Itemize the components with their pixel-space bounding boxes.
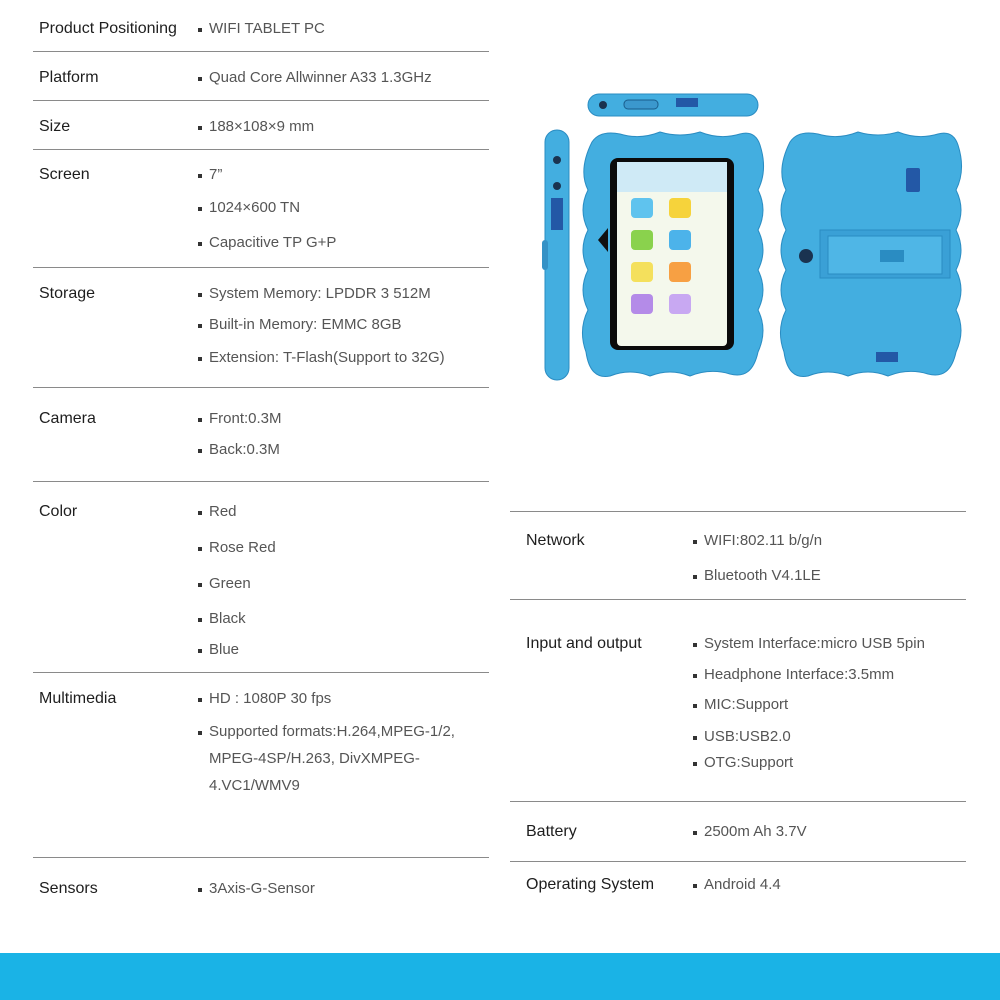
spec-label: Battery xyxy=(526,823,577,840)
spec-label: Sensors xyxy=(39,880,98,897)
spec-value: USB:USB2.0 xyxy=(704,728,791,745)
spec-row-size xyxy=(33,100,489,149)
tablet-side-view xyxy=(542,130,569,380)
spec-value: OTG:Support xyxy=(704,754,793,771)
spec-value: System Interface:micro USB 5pin xyxy=(704,635,925,652)
spec-value: Built-in Memory: EMMC 8GB xyxy=(209,316,402,333)
spec-label: Multimedia xyxy=(39,690,117,707)
spec-row-network xyxy=(510,511,966,599)
spec-label: Color xyxy=(39,503,78,520)
spec-row-battery xyxy=(510,801,966,861)
spec-value: System Memory: LPDDR 3 512M xyxy=(209,285,431,302)
spec-value: 188×108×9 mm xyxy=(209,118,314,135)
spec-label: Size xyxy=(39,118,71,135)
spec-value: 2500m Ah 3.7V xyxy=(704,823,807,840)
spec-value: Extension: T-Flash(Support to 32G) xyxy=(209,349,445,366)
spec-row-product-positioning xyxy=(33,0,489,51)
spec-value: Red xyxy=(209,503,237,520)
spec-value: Capacitive TP G+P xyxy=(209,234,336,251)
spec-row-operating-system xyxy=(510,861,966,922)
spec-row-platform xyxy=(33,51,489,100)
spec-value: 1024×600 TN xyxy=(209,199,300,216)
spec-value: Bluetooth V4.1LE xyxy=(704,567,821,584)
spec-value: Android 4.4 xyxy=(704,876,781,893)
spec-value: 7” xyxy=(209,166,222,183)
spec-label: Storage xyxy=(39,285,96,302)
spec-label: Product Positioning xyxy=(39,20,177,37)
spec-row-input-output xyxy=(510,599,966,801)
tablet-front-view xyxy=(582,132,763,377)
footer-color-band xyxy=(0,953,1000,1000)
spec-value: WIFI:802.11 b/g/n xyxy=(704,532,822,549)
left-spec-table xyxy=(33,0,489,954)
spec-row-storage xyxy=(33,267,489,387)
spec-value: Black xyxy=(209,610,246,627)
spec-value: Rose Red xyxy=(209,539,276,556)
spec-value: Front:0.3M xyxy=(209,410,282,427)
spec-label: Screen xyxy=(39,166,90,183)
spec-label: Camera xyxy=(39,410,96,427)
spec-label: Operating System xyxy=(526,876,655,893)
spec-value: Headphone Interface:3.5mm xyxy=(704,666,894,683)
spec-value: Quad Core Allwinner A33 1.3GHz xyxy=(209,69,432,86)
tablet-top-view xyxy=(588,94,758,116)
tablet-product-image xyxy=(540,90,970,390)
spec-value: HD : 1080P 30 fps xyxy=(209,690,331,707)
spec-label: Input and output xyxy=(526,635,642,652)
spec-row-sensors xyxy=(33,857,489,954)
tablet-back-view xyxy=(780,132,961,377)
spec-row-screen xyxy=(33,149,489,267)
spec-value: Back:0.3M xyxy=(209,441,280,458)
spec-value: 3Axis-G-Sensor xyxy=(209,880,315,897)
right-spec-table xyxy=(510,511,966,922)
spec-value: Blue xyxy=(209,641,239,658)
spec-row-multimedia xyxy=(33,672,489,857)
spec-label: Network xyxy=(526,532,585,549)
spec-row-camera xyxy=(33,387,489,481)
spec-value: Green xyxy=(209,575,251,592)
spec-label: Platform xyxy=(39,69,99,86)
spec-value: Supported formats:H.264,MPEG-1/2, MPEG-4SP/H.263, DivXMPEG-4.VC1/WMV9 xyxy=(209,718,499,799)
spec-value: MIC:Support xyxy=(704,696,788,713)
spec-row-color xyxy=(33,481,489,672)
spec-value: WIFI TABLET PC xyxy=(209,20,325,37)
